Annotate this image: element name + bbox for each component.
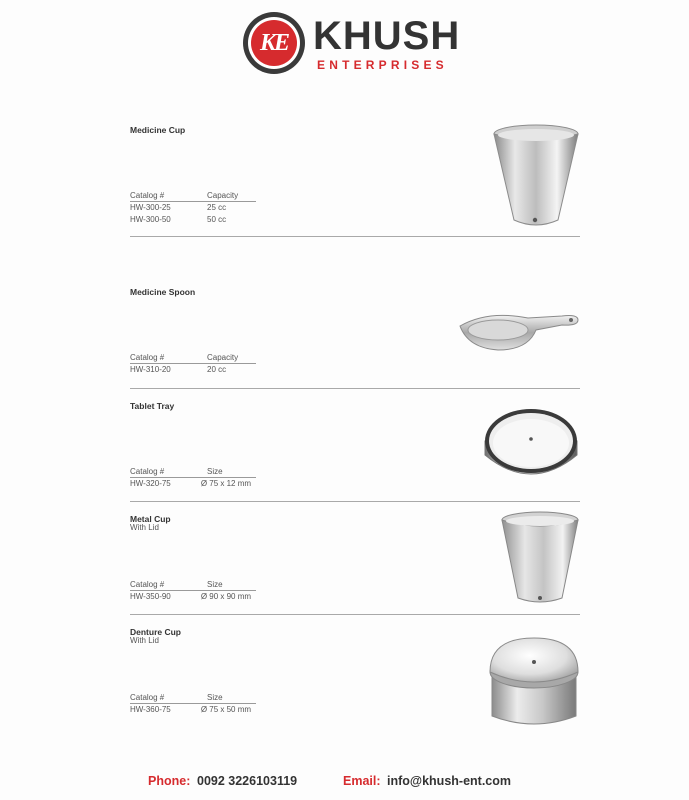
product-title: Tablet Tray bbox=[130, 401, 175, 411]
table-row bbox=[130, 478, 256, 490]
logo-badge bbox=[243, 12, 305, 74]
catalog-number: HW-320-75 bbox=[130, 479, 171, 488]
product-title: Denture Cup bbox=[130, 627, 181, 637]
product-subtitle: With Lid bbox=[130, 636, 159, 645]
product-title: Metal Cup bbox=[130, 514, 171, 524]
denture-cup-photo bbox=[486, 632, 582, 730]
size-value: Ø 75 x 50 mm bbox=[200, 705, 252, 714]
phone-number[interactable]: 0092 3226103119 bbox=[197, 774, 298, 788]
product-title: Medicine Cup bbox=[130, 125, 186, 135]
col-header-size: Size bbox=[207, 467, 223, 476]
product-spec-table bbox=[130, 352, 256, 376]
capacity-value: 20 cc bbox=[207, 365, 227, 374]
section-divider bbox=[130, 388, 580, 389]
table-header bbox=[130, 466, 256, 478]
size-value: Ø 90 x 90 mm bbox=[200, 592, 252, 601]
col-header-catalog: Catalog # bbox=[130, 191, 165, 200]
col-header-size: Size bbox=[207, 580, 223, 589]
size-value: Ø 75 x 12 mm bbox=[200, 479, 252, 488]
tablet-tray-photo bbox=[481, 403, 581, 487]
col-header-capacity: Capacity bbox=[207, 191, 239, 200]
table-header bbox=[130, 352, 256, 364]
section-divider bbox=[130, 236, 580, 237]
catalog-number: HW-350-90 bbox=[130, 592, 171, 601]
table-header bbox=[130, 692, 256, 704]
catalog-number: HW-300-25 bbox=[130, 203, 171, 212]
catalog-number: HW-300-50 bbox=[130, 215, 171, 224]
product-title: Medicine Spoon bbox=[130, 287, 196, 297]
table-row bbox=[130, 704, 256, 716]
medicine-cup-photo bbox=[488, 120, 584, 232]
phone-label: Phone: bbox=[148, 774, 191, 788]
catalog-number: HW-310-20 bbox=[130, 365, 171, 374]
email-address[interactable]: info@khush-ent.com bbox=[387, 774, 511, 788]
medicine-spoon-photo bbox=[458, 308, 582, 356]
col-header-capacity: Capacity bbox=[207, 353, 239, 362]
col-header-catalog: Catalog # bbox=[130, 467, 165, 476]
col-header-catalog: Catalog # bbox=[130, 580, 165, 589]
product-spec-table bbox=[130, 692, 256, 716]
product-spec-table bbox=[130, 579, 256, 603]
table-row bbox=[130, 591, 256, 603]
company-tagline: ENTERPRISES bbox=[317, 58, 448, 72]
section-divider bbox=[130, 501, 580, 502]
catalog-number: HW-360-75 bbox=[130, 705, 171, 714]
metal-cup-photo bbox=[498, 510, 582, 606]
product-spec-table bbox=[130, 466, 256, 490]
table-row bbox=[130, 364, 256, 376]
capacity-value: 25 cc bbox=[207, 203, 227, 212]
table-header bbox=[130, 579, 256, 591]
table-header bbox=[130, 190, 256, 202]
col-header-catalog: Catalog # bbox=[130, 353, 165, 362]
product-subtitle: With Lid bbox=[130, 523, 159, 532]
table-row bbox=[130, 214, 256, 226]
logo-monogram: KE bbox=[251, 20, 297, 66]
capacity-value: 50 cc bbox=[207, 215, 227, 224]
company-name: KHUSH bbox=[313, 14, 461, 58]
col-header-catalog: Catalog # bbox=[130, 693, 165, 702]
email-label: Email: bbox=[343, 774, 381, 788]
company-logo bbox=[243, 12, 461, 78]
table-row bbox=[130, 202, 256, 214]
section-divider bbox=[130, 614, 580, 615]
col-header-size: Size bbox=[207, 693, 223, 702]
product-spec-table bbox=[130, 190, 256, 226]
